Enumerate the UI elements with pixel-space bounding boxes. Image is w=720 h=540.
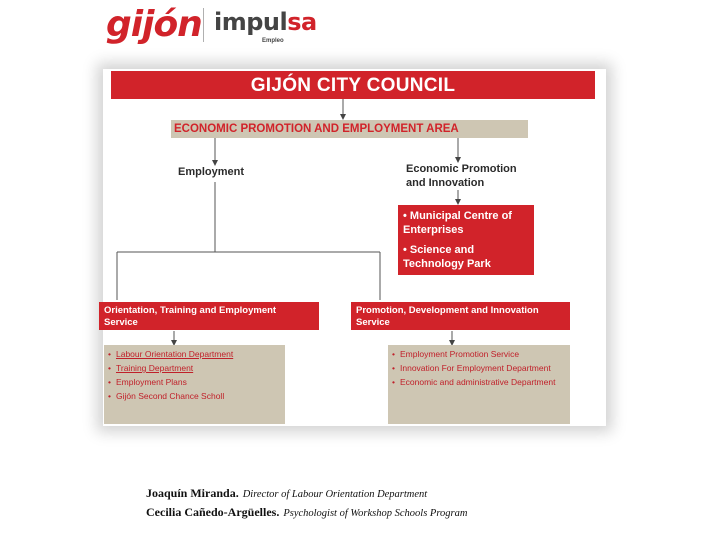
impulsa-logo-subtitle: Empleo <box>262 38 284 44</box>
centre-item: • Science and Technology Park <box>403 244 491 270</box>
economic-promotion-line2: and Innovation <box>406 177 485 189</box>
gijon-logo: gijón <box>106 4 202 45</box>
author-name: Joaquín Miranda. <box>146 486 239 500</box>
list-item: • Innovation For Employment Department <box>392 363 570 374</box>
list-item: • Labour Orientation Department <box>108 349 285 360</box>
list-item: • Training Department <box>108 363 285 374</box>
author-role: Psychologist of Workshop Schools Program <box>283 508 468 519</box>
author-row <box>146 483 467 502</box>
promotion-service-line2: Service <box>356 317 390 328</box>
employment-node: Employment <box>178 166 245 178</box>
author-row <box>146 502 467 521</box>
promotion-service-line1: Promotion, Development and Innovation <box>356 305 539 316</box>
orientation-service-line2: Service <box>104 317 138 328</box>
authors-footer <box>146 483 467 521</box>
list-item: • Employment Plans <box>108 377 285 388</box>
promotion-departments-list <box>388 345 570 424</box>
author-name: Cecilia Cañedo-Argüelles. <box>146 505 280 519</box>
promotion-service-box <box>351 302 570 330</box>
centres-box <box>398 205 534 275</box>
economic-promotion-line1: Economic Promotion <box>406 163 517 175</box>
list-item: • Employment Promotion Service <box>392 349 570 360</box>
list-item: • Gijón Second Chance Scholl <box>108 391 285 402</box>
area-box: ECONOMIC PROMOTION AND EMPLOYMENT AREA <box>171 120 528 138</box>
orientation-departments-list <box>104 345 285 424</box>
city-council-title: GIJÓN CITY COUNCIL <box>111 71 595 99</box>
impulsa-logo-accent: sa <box>287 8 317 36</box>
orientation-service-box <box>99 302 319 330</box>
orientation-service-line1: Orientation, Training and Employment <box>104 305 277 316</box>
centre-item: • Municipal Centre of Enterprises <box>403 210 512 236</box>
author-role: Director of Labour Orientation Department <box>242 489 428 500</box>
economic-promotion-node <box>406 162 546 190</box>
list-item: • Economic and administrative Department <box>392 377 570 388</box>
impulsa-logo-text: impul <box>214 8 288 36</box>
